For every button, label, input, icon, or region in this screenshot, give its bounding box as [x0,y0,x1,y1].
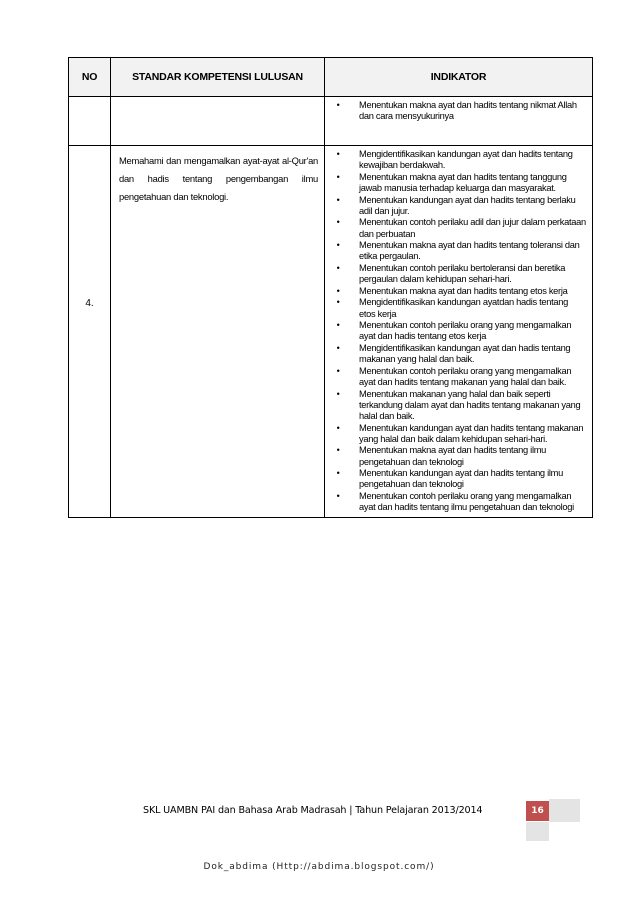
indicator-text: Menentukan makna ayat dan hadits tentang tanggung jawab manusia terhadap keluarga dan masyarakat. [359,171,567,193]
list-item [333,491,586,513]
cell-indikator [325,97,593,146]
table-row [69,146,593,518]
skl-text: Memahami dan mengamalkan ayat-ayat al-Qur'an dan hadis tentang pengembangan ilmu pengetahuan dan teknologi. [119,155,318,202]
list-item [333,445,586,467]
bullet-icon: • [336,365,340,376]
table-row-continued [69,97,593,146]
list-item [333,468,586,490]
cell-skl-empty [111,97,325,146]
bullet-icon: • [336,342,340,353]
header-standar-kompetensi: STANDAR KOMPETENSI LULUSAN [111,58,325,97]
header-indikator: INDIKATOR [325,58,593,97]
bullet-icon: • [336,297,340,308]
skl-table [68,57,593,518]
cell-indikator [325,146,593,518]
indicator-text: Menentukan kandungan ayat dan hadits tentang ilmu pengetahuan dan teknologi [359,468,563,490]
source-credit: Dok_abdima (Http://abdima.blogspot.com/) [203,862,435,872]
cell-no [69,146,111,518]
indicator-text: Menentukan contoh perilaku orang yang mengamalkan ayat dan hadits tentang ilmu pengetahuan dan teknologi [359,490,574,513]
list-item [333,240,586,262]
list-item [333,217,586,239]
indicator-text: Menentukan makanan yang halal dan baik seperti terkandung dalam ayat dan hadits tentang makanan yang halal dan baik. [359,388,581,421]
indicator-text: Menentukan contoh perilaku orang yang mengamalkan ayat dan hadis tentang etos kerja [359,320,572,342]
list-item [333,343,586,365]
indicator-text: Menentukan makna ayat dan hadits tentang nikmat Allah dan cara mensyukurinya [359,100,577,122]
indicator-text: Mengidentifikasikan kandungan ayat dan hadits tentang kewajiban berdakwah. [359,149,573,171]
list-item [333,100,586,122]
list-item [333,195,586,217]
list-item [333,297,586,319]
list-item [333,389,586,423]
bullet-icon: • [336,285,340,296]
row-number: 4. [85,297,94,309]
cell-skl [111,146,325,518]
bullet-icon: • [336,320,340,331]
list-item [333,423,586,445]
page-badge-decoration [526,822,549,841]
cell-no-empty [69,97,111,146]
header-no: NO [69,58,111,97]
page-badge-decoration [549,799,580,822]
indicator-text: Menentukan contoh perilaku bertoleransi dan beretika pergaulan dalam kehidupan sehari-hari. [359,262,566,285]
indicator-text: Mengidentifikasikan kandungan ayatdan hadis tentang etos kerja [359,297,569,319]
bullet-icon: • [336,194,340,205]
list-item [333,286,586,297]
list-item [333,320,586,342]
indicator-text: Mengidentifikasikan kandungan ayat dan hadis tentang makanan yang halal dan baik. [359,342,571,365]
bullet-icon: • [336,240,340,251]
bullet-icon: • [336,445,340,456]
list-item [333,263,586,285]
page-number: 16 [526,801,549,821]
list-item [333,172,586,194]
list-item [333,149,586,171]
table-header-row [69,58,593,97]
bullet-icon: • [336,217,340,228]
footer-text: SKL UAMBN PAI dan Bahasa Arab Madrasah | Tahun Pelajaran 2013/2014 [143,805,483,816]
bullet-icon: • [336,422,340,433]
bullet-icon: • [336,490,340,501]
bullet-icon: • [336,171,340,182]
bullet-icon: • [336,149,340,159]
indicator-text: Menentukan makna ayat dan hadits tentang ilmu pengetahuan dan teknologi [359,445,547,467]
indicator-list [333,149,586,513]
indicator-text: Menentukan contoh perilaku adil dan jujur dalam perkataan dan perbuatan [359,217,586,239]
bullet-icon: • [336,100,340,110]
bullet-icon: • [336,388,340,399]
indicator-text: Menentukan makna ayat dan hadits tentang etos kerja [359,285,568,296]
indicator-list [333,100,586,122]
indicator-text: Menentukan makna ayat dan hadits tentang toleransi dan etika pergaulan. [359,240,580,262]
bullet-icon: • [336,468,340,479]
indicator-text: Menentukan kandungan ayat dan hadits tentang berlaku adil dan jujur. [359,194,576,216]
indicator-text: Menentukan contoh perilaku orang yang mengamalkan ayat dan hadits tentang makanan yang halal dan baik. [359,365,572,387]
indicator-text: Menentukan kandungan ayat dan hadits tentang makanan yang halal dan baik dalam kehidupan sehari-hari. [359,422,584,444]
list-item [333,366,586,388]
bullet-icon: • [336,262,340,273]
